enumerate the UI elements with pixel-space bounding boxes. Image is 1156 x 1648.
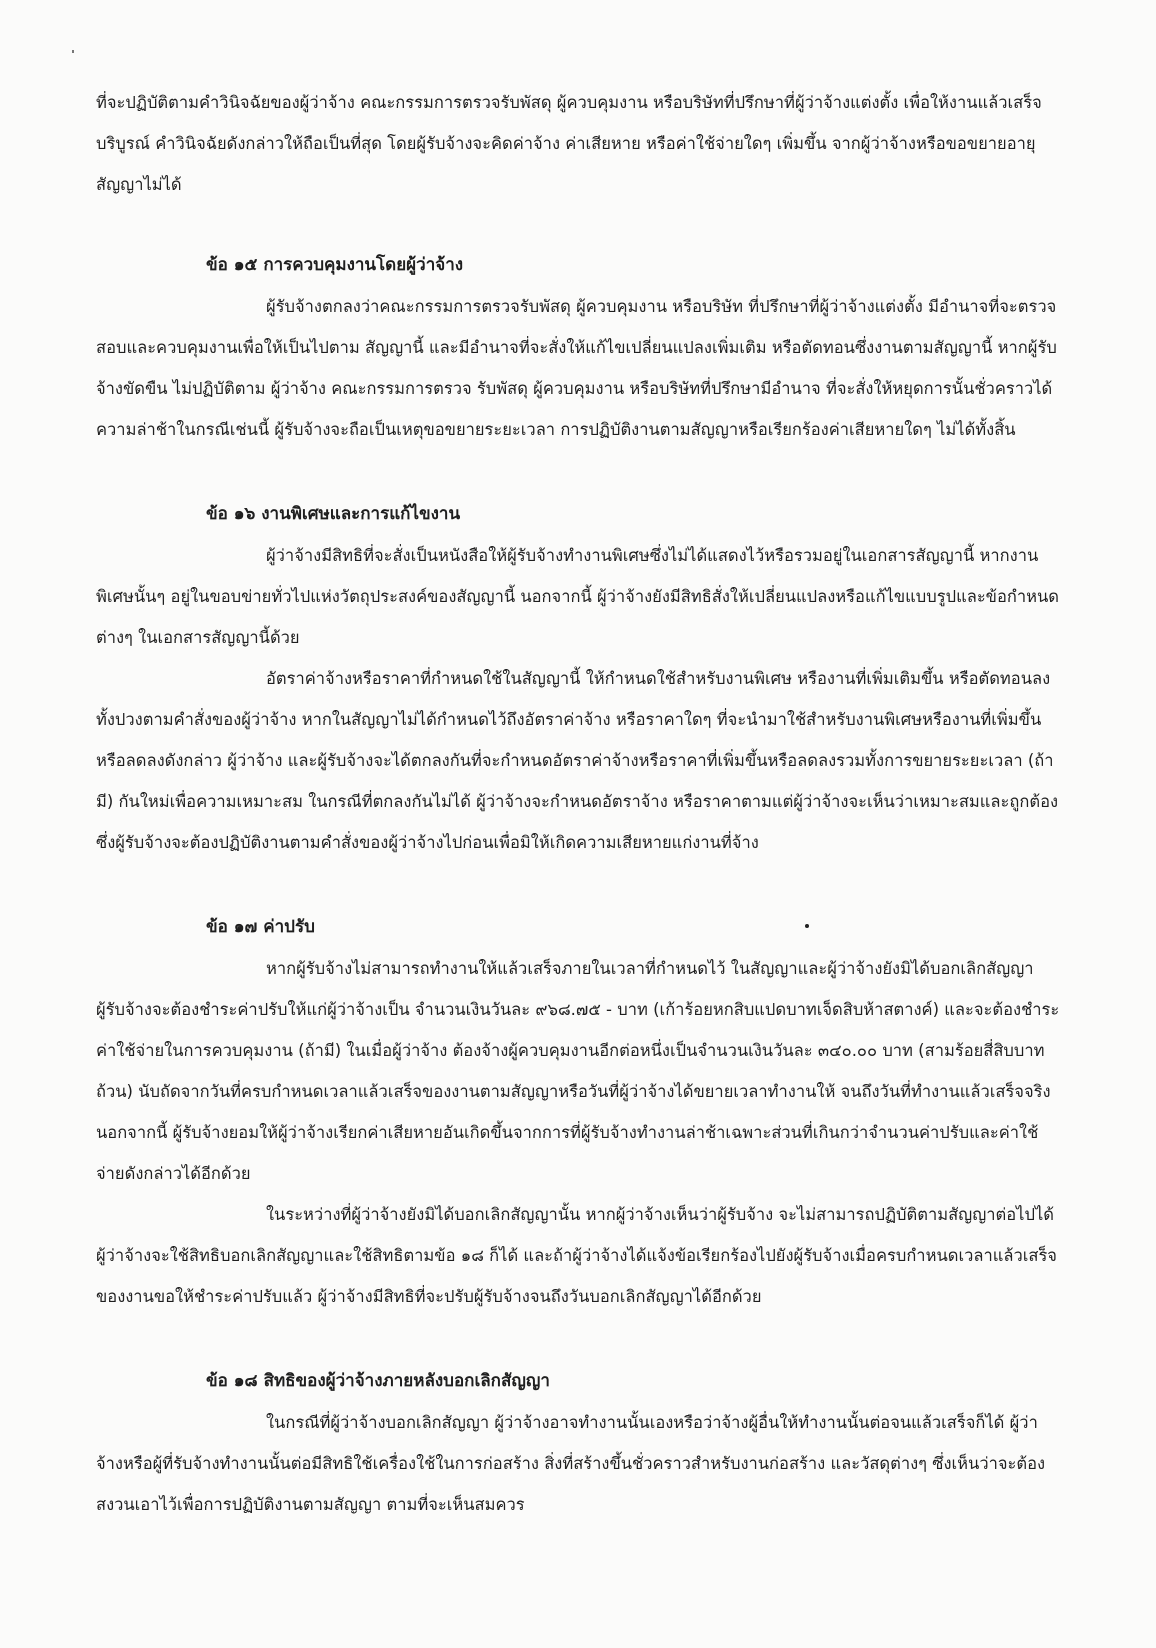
- section-15-paragraph-1: ผู้รับจ้างตกลงว่าคณะกรรมการตรวจรับพัสดุ ผู้ควบคุมงาน หรือบริษัท ที่ปรึกษาที่ผู้ว่าจ้างแต่งตั้ง มีอำนาจที่จะตรวจสอบและควบคุมงานเพื่อให้เป็นไปตาม สัญญานี้ และมีอำนาจที่จะสั่งให้แก้ไขเปลี่ยนแปลงเพิ่มเติม หรือตัดทอนซึ่งงานตามสัญญานี้ หากผู้รับจ้างขัดขืน ไม่ปฏิบัติตาม ผู้ว่าจ้าง คณะกรรมการตรวจ รับพัสดุ ผู้ควบคุมงาน หรือบริษัทที่ปรึกษามีอำนาจ ที่จะสั่งให้หยุดการนั้นชั่วคราวได้ ความล่าช้าในกรณีเช่นนี้ ผู้รับจ้างจะถือเป็นเหตุขอขยายระยะเวลา การปฏิบัติงานตามสัญญาหรือเรียกร้องค่าเสียหายใดๆ ไม่ได้ทั้งสิ้น: [96, 297, 1057, 439]
- section-17-paragraph-1: หากผู้รับจ้างไม่สามารถทำงานให้แล้วเสร็จภายในเวลาที่กำหนดไว้ ในสัญญาและผู้ว่าจ้างยังมิได้บอกเลิกสัญญา ผู้รับจ้างจะต้องชำระค่าปรับให้แก่ผู้ว่าจ้างเป็น จำนวนเงินวันละ ๙๖๘.๗๕ - บาท (เก้าร้อยหกสิบแปดบาทเจ็ดสิบห้าสตางค์) และจะต้องชำระค่าใช้จ่ายในการควบคุมงาน (ถ้ามี) ในเมื่อผู้ว่าจ้าง ต้องจ้างผู้ควบคุมงานอีกต่อหนึ่งเป็นจำนวนเงินวันละ ๓๔๐.๐๐ บาท (สามร้อยสี่สิบบาทถ้วน) นับถัดจากวันที่ครบกำหนดเวลาแล้วเสร็จของงานตามสัญญาหรือวันที่ผู้ว่าจ้างได้ขยายเวลาทำงานให้ จนถึงวันที่ทำงานแล้วเสร็จจริง นอกจากนี้ ผู้รับจ้างยอมให้ผู้ว่าจ้างเรียกค่าเสียหายอันเกิดขึ้นจากการที่ผู้รับจ้างทำงานล่าช้าเฉพาะส่วนที่เกินกว่าจำนวนค่าปรับและค่าใช้จ่ายดังกล่าวได้อีกด้วย: [96, 959, 1060, 1183]
- section-18-paragraph-1: ในกรณีที่ผู้ว่าจ้างบอกเลิกสัญญา ผู้ว่าจ้างอาจทำงานนั้นเองหรือว่าจ้างผู้อื่นให้ทำงานนั้นต่อจนแล้วเสร็จก็ได้ ผู้ว่าจ้างหรือผู้ที่รับจ้างทำงานนั้นต่อมีสิทธิใช้เครื่องใช้ในการก่อสร้าง สิ่งที่สร้างขึ้นชั่วคราวสำหรับงานก่อสร้าง และวัสดุต่างๆ ซึ่งเห็นว่าจะต้องสงวนเอาไว้เพื่อการปฏิบัติงานตามสัญญา ตามที่จะเห็นสมควร: [96, 1413, 1046, 1514]
- section-16-paragraph-2: อัตราค่าจ้างหรือราคาที่กำหนดใช้ในสัญญานี้ ให้กำหนดใช้สำหรับงานพิเศษ หรืองานที่เพิ่มเติมขึ้น หรือตัดทอนลงทั้งปวงตามคำสั่งของผู้ว่าจ้าง หากในสัญญาไม่ได้กำหนดไว้ถึงอัตราค่าจ้าง หรือราคาใดๆ ที่จะนำมาใช้สำหรับงานพิเศษหรืองานที่เพิ่มขึ้นหรือลดลงดังกล่าว ผู้ว่าจ้าง และผู้รับจ้างจะได้ตกลงกันที่จะกำหนดอัตราค่าจ้างหรือราคาที่เพิ่มขึ้นหรือลดลงรวมทั้งการขยายระยะเวลา (ถ้ามี) กันใหม่เพื่อความเหมาะสม ในกรณีที่ตกลงกันไม่ได้ ผู้ว่าจ้างจะกำหนดอัตราจ้าง หรือราคาตามแต่ผู้ว่าจ้างจะเห็นว่าเหมาะสมและถูกต้อง ซึ่งผู้รับจ้างจะต้องปฏิบัติงานตามคำสั่งของผู้ว่าจ้างไปก่อนเพื่อมิให้เกิดความเสียหายแก่งานที่จ้าง: [96, 669, 1059, 852]
- section-16-paragraph-1: ผู้ว่าจ้างมีสิทธิที่จะสั่งเป็นหนังสือให้ผู้รับจ้างทำงานพิเศษซึ่งไม่ได้แสดงไว้หรือรวมอยู่ในเอกสารสัญญานี้ หากงานพิเศษนั้นๆ อยู่ในขอบข่ายทั่วไปแห่งวัตถุประสงค์ของสัญญานี้ นอกจากนี้ ผู้ว่าจ้างยังมีสิทธิสั่งให้เปลี่ยนแปลงหรือแก้ไขแบบรูปและข้อกำหนดต่างๆ ในเอกสารสัญญานี้ด้วย: [96, 546, 1059, 647]
- section-18-heading: ข้อ ๑๘ สิทธิของผู้ว่าจ้างภายหลังบอกเลิกสัญญา: [206, 1371, 550, 1391]
- section-17-heading: ข้อ ๑๗ ค่าปรับ: [206, 917, 315, 937]
- section-15-heading: ข้อ ๑๕ การควบคุมงานโดยผู้ว่าจ้าง: [206, 255, 464, 275]
- stray-dot: [805, 924, 809, 928]
- section-16-heading: ข้อ ๑๖ งานพิเศษและการแก้ไขงาน: [206, 504, 461, 524]
- section-17-paragraph-2: ในระหว่างที่ผู้ว่าจ้างยังมิได้บอกเลิกสัญญานั้น หากผู้ว่าจ้างเห็นว่าผู้รับจ้าง จะไม่สามารถปฏิบัติตามสัญญาต่อไปได้ ผู้ว่าจ้างจะใช้สิทธิบอกเลิกสัญญาและใช้สิทธิตามข้อ ๑๘ ก็ได้ และถ้าผู้ว่าจ้างได้แจ้งข้อเรียกร้องไปยังผู้รับจ้างเมื่อครบกำหนดเวลาแล้วเสร็จของงานขอให้ชำระค่าปรับแล้ว ผู้ว่าจ้างมีสิทธิที่จะปรับผู้รับจ้างจนถึงวันบอกเลิกสัญญาได้อีกด้วย: [96, 1205, 1057, 1306]
- scan-speck: [72, 50, 74, 53]
- intro-paragraph: ที่จะปฏิบัติตามคำวินิจฉัยของผู้ว่าจ้าง คณะกรรมการตรวจรับพัสดุ ผู้ควบคุมงาน หรือบริษัทที่ปรึกษาที่ผู้ว่าจ้างแต่งตั้ง เพื่อให้งานแล้วเสร็จบริบูรณ์ คำวินิจฉัยดังกล่าวให้ถือเป็นที่สุด โดยผู้รับจ้างจะคิดค่าจ้าง ค่าเสียหาย หรือค่าใช้จ่ายใดๆ เพิ่มขึ้น จากผู้ว่าจ้างหรือขอขยายอายุสัญญาไม่ได้: [96, 93, 1042, 194]
